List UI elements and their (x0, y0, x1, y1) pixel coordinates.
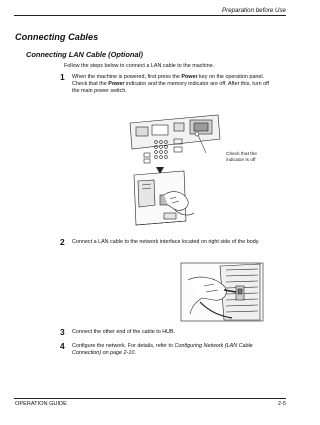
footer-rule (14, 398, 286, 399)
power-panel-illustration (124, 109, 224, 227)
step-2-number: 2 (60, 237, 65, 247)
section-subtitle: Connecting LAN Cable (Optional) (26, 50, 144, 59)
figure-lan-connect (180, 262, 264, 322)
step-1-number: 1 (60, 72, 65, 82)
step-4-text (72, 343, 277, 357)
page-title: Connecting Cables (15, 32, 99, 42)
footer-guide-name: OPERATION GUIDE (15, 401, 67, 407)
step-1-text-c: indicator and the memory indicator are off. After this, turn off the main power switch. (72, 81, 269, 95)
step-1-keyword-b: Power (108, 81, 125, 88)
indicator-callout: Check that the indicator is off (226, 152, 257, 163)
step-2-text: Connect a LAN cable to the network interface located on right side of the body. (72, 239, 260, 245)
page-number: 2-5 (277, 401, 286, 407)
header-rule (14, 15, 286, 16)
step-1-keyword-a: Power (181, 74, 198, 80)
running-header: Preparation before Use (222, 7, 286, 14)
step-1-text (72, 74, 277, 96)
step-4-text-b: . (134, 350, 136, 357)
step-4-reference: Configuring Network (LAN Cable Connection) on page 2-10 (72, 343, 253, 357)
step-1-text-a: When the machine is powered, first press the (72, 74, 182, 80)
lan-cable-illustration (180, 262, 264, 322)
step-1-text-b: key on the operation panel. Check that the (72, 74, 265, 88)
step-4-text-a: Configure the network. For details, refer to (72, 343, 175, 349)
step-4-number: 4 (60, 341, 65, 351)
step-3-number: 3 (60, 327, 65, 337)
intro-text: Follow the steps below to connect a LAN cable to the machine. (64, 63, 215, 69)
step-3-text: Connect the other end of the cable to HUB. (72, 329, 176, 335)
figure-power-off (124, 109, 224, 227)
